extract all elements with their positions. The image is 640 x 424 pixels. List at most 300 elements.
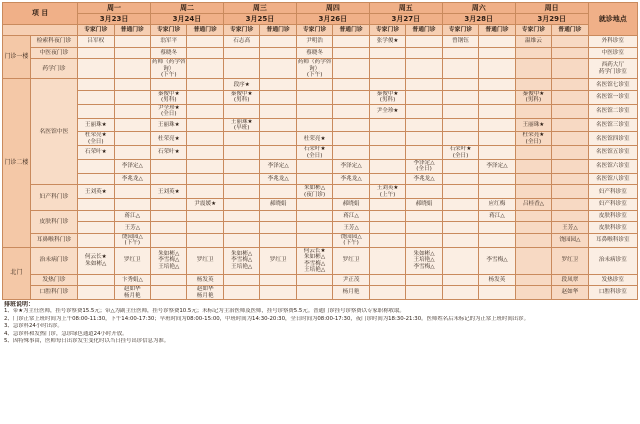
expert-cell: 吕桂香△ (515, 199, 551, 211)
location-cell: 发热诊室 (588, 274, 637, 286)
general-cell (333, 118, 369, 132)
general-cell (260, 47, 296, 59)
general-cell (552, 36, 588, 48)
weekday-label: 周一 (107, 3, 122, 12)
general-cell: 郝晓娟 (333, 199, 369, 211)
general-cell (187, 59, 223, 79)
expert-cell (78, 274, 114, 286)
expert-cell (78, 47, 114, 59)
expert-cell (78, 79, 114, 91)
expert-cell: 何云长★ 朱如彬△ 李雪梅△ 王培艳△ (296, 247, 332, 274)
expert-cell: 王丽珠★ (151, 118, 187, 132)
category-floor2: 门诊二楼 (3, 79, 31, 247)
general-cell: 罗红卫 (333, 247, 369, 274)
expert-cell: 药师（药学咨询） (下午) (151, 59, 186, 78)
expert-cell (515, 210, 551, 222)
expert-cell: 秦俊中★ (男科) (515, 91, 551, 105)
expert-cell (151, 286, 187, 300)
expert-cell (296, 118, 332, 132)
general-cell (479, 59, 515, 79)
general-cell (552, 104, 588, 118)
expert-cell (369, 247, 405, 274)
note-item: 4、急诊科和发热门诊，急诊绿色通道24小时开放。 (4, 330, 128, 337)
general-cell (479, 146, 515, 160)
general-cell (479, 222, 515, 234)
general-cell (406, 286, 442, 300)
expert-cell: 尹明浩 (296, 36, 332, 48)
expert-cell: 杜荣亮★ (全日) (515, 132, 551, 146)
expert-cell (296, 274, 332, 286)
general-cell: 尹震媛★ (187, 199, 223, 211)
general-cell (406, 36, 442, 48)
expert-cell (223, 59, 259, 79)
general-cell (406, 132, 442, 146)
general-cell (479, 91, 515, 105)
general-cell (479, 234, 515, 248)
general-cell: 李兆龙△ (333, 173, 369, 185)
weekday-label: 周四 (325, 3, 340, 12)
expert-cell (442, 210, 478, 222)
general-cell (552, 118, 588, 132)
location-cell: 名医馆二诊室 (588, 104, 637, 118)
general-cell: 李泽定△ (479, 160, 515, 174)
general-cell (406, 104, 442, 118)
expert-cell (151, 199, 187, 211)
expert-cell (151, 160, 187, 174)
expert-cell (296, 104, 332, 118)
department-derm: 皮肤科门诊 (30, 210, 77, 233)
expert-cell: 石荣叶★ (全日) (442, 146, 478, 160)
schedule-row (3, 274, 638, 286)
schedule-row (3, 199, 638, 211)
location-cell: 名医馆一诊室 (588, 91, 637, 105)
schedule-row (3, 160, 638, 174)
general-cell (260, 234, 296, 248)
general-cell (260, 146, 296, 160)
general-cell: 罗红卫 (114, 247, 150, 274)
expert-cell (223, 132, 259, 146)
general-cell (479, 286, 515, 300)
general-cell (187, 132, 223, 146)
expert-cell (515, 234, 551, 248)
department-pharmacy: 药学门诊 (30, 59, 77, 79)
expert-cell (369, 160, 405, 174)
general-cell (114, 118, 150, 132)
general-cell: 郝晓娟 (406, 199, 442, 211)
day-header-2 (223, 3, 296, 14)
general-cell: 郝晓娟 (260, 199, 296, 211)
expert-subheader: 专家门诊 (296, 25, 332, 36)
expert-cell: 蔡晓冬 (151, 47, 187, 59)
general-cell (187, 104, 223, 118)
general-cell (187, 91, 223, 105)
general-cell (187, 47, 223, 59)
general-cell: 饶园园△ (552, 234, 588, 248)
department-ent: 耳鼻喉科门诊 (30, 234, 77, 248)
general-cell (187, 79, 223, 91)
expert-cell (296, 234, 332, 248)
general-cell: 朱如彬△ 王培艳△ 李雪梅△ (406, 247, 442, 274)
expert-cell: 段序★ (223, 79, 259, 91)
weekday-label: 周六 (471, 3, 486, 12)
expert-subheader: 专家门诊 (369, 25, 405, 36)
category-floor1: 门诊一楼 (3, 36, 31, 79)
general-cell (406, 118, 442, 132)
general-cell (333, 132, 369, 146)
general-cell: 杨发英 (479, 274, 515, 286)
general-cell (406, 222, 442, 234)
general-cell (260, 79, 296, 91)
general-cell (333, 185, 369, 199)
department-gyn: 妇产科门诊 (30, 185, 77, 210)
general-cell (333, 104, 369, 118)
day-header-6 (515, 3, 588, 14)
general-cell: 罗红卫 (552, 247, 588, 274)
expert-cell: 朱如彬△ 李雪梅△ 王培艳△ (151, 247, 187, 274)
department-tcm: 名医馆中医 (30, 79, 77, 185)
note-item: 2、门诊正常上班时间为上午08:00-11:30，下午14:00-17:30；早班时间为08:00-15:00，中班时间为14:30-20:30，全日时间为08:00-17:30，夜门诊时间为18:30-21:30。医师姓名后未标记的为正常上班时间出诊。 (4, 315, 529, 322)
expert-cell (296, 222, 332, 234)
expert-cell (369, 146, 405, 160)
general-cell (406, 146, 442, 160)
location-cell: 皮肤科诊室 (588, 222, 637, 234)
expert-cell (223, 286, 259, 300)
day-header-3 (296, 3, 369, 14)
schedule-row (3, 286, 638, 300)
general-cell: 卞秀娟△ (114, 274, 150, 286)
day-header-5 (442, 3, 515, 14)
expert-cell (296, 91, 332, 105)
location-cell: 妇产科诊室 (588, 185, 637, 199)
schedule-row (3, 59, 638, 79)
department-oral: 口腔科门诊 (30, 286, 77, 300)
expert-cell (442, 160, 478, 174)
general-cell (333, 47, 369, 59)
general-cell (406, 47, 442, 59)
expert-cell: 秦俊中★ (男科) (369, 91, 405, 105)
general-cell (260, 185, 296, 199)
general-cell (552, 185, 588, 199)
expert-cell (151, 173, 187, 185)
expert-cell: 王丽珠★ (515, 118, 551, 132)
general-cell (479, 36, 515, 48)
general-cell: 杨月艳 (333, 286, 369, 300)
expert-cell (296, 199, 332, 211)
expert-cell (223, 210, 259, 222)
general-cell (187, 210, 223, 222)
expert-cell: 曾钢钰 (442, 36, 478, 48)
location-cell: 名医馆七诊室 (588, 79, 637, 91)
department-chronic: 治未病门诊 (30, 247, 77, 274)
general-cell: 蒋江△ (479, 210, 515, 222)
general-cell (552, 210, 588, 222)
general-cell (333, 79, 369, 91)
expert-cell (151, 210, 187, 222)
general-cell: 赵如华 杨月艳 (114, 286, 150, 300)
general-cell (187, 185, 223, 199)
weekday-label: 周五 (398, 3, 413, 12)
general-cell: 尹正茂 (333, 274, 369, 286)
date-header-3: 3月26日 (296, 14, 369, 25)
general-subheader: 普通门诊 (479, 25, 515, 36)
expert-cell: 秦俊中★ (男科) (151, 91, 187, 105)
day-header-4 (369, 3, 442, 14)
location-cell: 名医馆三诊室 (588, 118, 637, 132)
general-cell: 饶园园△ (下午) (333, 234, 369, 248)
expert-cell (442, 234, 478, 248)
weekday-label: 周三 (252, 3, 267, 12)
general-cell: 李泽定△ (260, 160, 296, 174)
general-cell (479, 132, 515, 146)
expert-cell (515, 247, 551, 274)
expert-cell: 石志高 (223, 36, 259, 48)
weekday-label: 周二 (179, 3, 194, 12)
department-special: 检索科夜门诊 (30, 36, 77, 48)
general-cell: 王芳△ (552, 222, 588, 234)
general-cell (260, 210, 296, 222)
general-cell (406, 234, 442, 248)
expert-cell (296, 79, 332, 91)
day-header-0 (78, 3, 151, 14)
location-header: 就诊地点 (588, 3, 637, 36)
general-cell (406, 91, 442, 105)
expert-cell (442, 274, 478, 286)
general-cell: 李兆龙△ (114, 173, 150, 185)
expert-cell (369, 59, 405, 79)
expert-cell (442, 132, 478, 146)
schedule-row (3, 91, 638, 105)
notes-title: 排班说明： (4, 300, 35, 308)
expert-cell: 温维云 (515, 36, 551, 48)
expert-cell (223, 234, 259, 248)
location-cell: 名医馆五诊室 (588, 146, 637, 160)
expert-cell (296, 286, 332, 300)
general-cell (114, 146, 150, 160)
schedule-row (3, 185, 638, 199)
expert-cell (515, 274, 551, 286)
expert-subheader: 专家门诊 (151, 25, 187, 36)
date-header-6: 3月29日 (515, 14, 588, 25)
expert-cell: 蔡晓冬 (296, 47, 332, 59)
expert-cell (369, 199, 405, 211)
expert-cell (442, 79, 478, 91)
expert-cell (369, 79, 405, 91)
general-cell: 李雪梅△ (479, 247, 515, 274)
expert-cell: 尹全珍★ (369, 104, 405, 118)
general-cell (406, 210, 442, 222)
expert-cell: 杜荣亮★ (296, 132, 332, 146)
blank-subheader (3, 25, 78, 36)
schedule-row (3, 247, 638, 274)
general-cell (333, 91, 369, 105)
general-cell (552, 79, 588, 91)
expert-cell (78, 222, 114, 234)
location-cell: 耳鼻喉科诊室 (588, 234, 637, 248)
note-item: 3、急诊科24小时出诊。 (4, 323, 63, 330)
general-cell (260, 59, 296, 79)
schedule-row (3, 79, 638, 91)
general-cell (187, 118, 223, 132)
general-cell (187, 173, 223, 185)
general-cell (260, 132, 296, 146)
expert-cell (223, 199, 259, 211)
expert-cell (151, 274, 187, 286)
expert-cell (515, 47, 551, 59)
schedule-row (3, 234, 638, 248)
expert-cell (515, 104, 551, 118)
expert-cell (369, 274, 405, 286)
expert-cell (223, 104, 259, 118)
general-cell (260, 222, 296, 234)
day-header-1 (151, 3, 224, 14)
expert-cell (369, 222, 405, 234)
schedule-row (3, 210, 638, 222)
general-cell (552, 132, 588, 146)
item-header: 项 目 (3, 3, 78, 25)
location-cell: 皮肤科诊室 (588, 210, 637, 222)
expert-cell (223, 146, 259, 160)
schedule-row (3, 47, 638, 59)
general-subheader: 普通门诊 (406, 25, 442, 36)
expert-cell (151, 222, 187, 234)
expert-cell (442, 118, 478, 132)
general-cell (114, 199, 150, 211)
general-cell: 杨发英 (187, 274, 223, 286)
general-cell (187, 146, 223, 160)
expert-cell (442, 104, 478, 118)
general-subheader: 普通门诊 (260, 25, 296, 36)
general-cell: 饶园园△ (下午) (114, 234, 150, 248)
expert-cell (369, 132, 405, 146)
date-header-4: 3月27日 (369, 14, 442, 25)
general-cell (333, 146, 369, 160)
expert-cell: 朱如彬△ 李雪梅△ 王培艳△ (223, 247, 259, 274)
date-header-5: 3月28日 (442, 14, 515, 25)
general-cell: 李泽定△ (全日) (406, 160, 442, 174)
date-header-2: 3月25日 (223, 14, 296, 25)
expert-cell: 石荣叶★ (78, 146, 114, 160)
expert-cell (296, 160, 332, 174)
expert-cell: 王刘英★ (78, 185, 114, 199)
expert-cell (78, 286, 114, 300)
expert-cell (223, 185, 259, 199)
general-cell: 蒋江△ (333, 210, 369, 222)
schedule-row (3, 132, 638, 146)
expert-cell (442, 59, 478, 79)
expert-cell (442, 185, 478, 199)
general-cell (114, 79, 150, 91)
general-cell (114, 36, 150, 48)
expert-cell (223, 47, 259, 59)
expert-cell (223, 160, 259, 174)
expert-cell (515, 79, 551, 91)
general-cell (260, 118, 296, 132)
expert-cell (223, 173, 259, 185)
expert-cell (151, 79, 187, 91)
general-cell (552, 47, 588, 59)
general-cell (552, 199, 588, 211)
general-cell (406, 59, 442, 79)
expert-subheader: 专家门诊 (515, 25, 551, 36)
location-cell: 妇产科诊室 (588, 199, 637, 211)
expert-cell (515, 160, 551, 174)
general-cell: 王芳△ (114, 222, 150, 234)
general-cell: 段凤翠 (552, 274, 588, 286)
general-cell (114, 91, 150, 105)
expert-cell: 王刘英★ (上午) (369, 185, 405, 199)
expert-subheader: 专家门诊 (78, 25, 114, 36)
location-cell: 中医诊室 (588, 47, 637, 59)
general-cell (552, 59, 588, 79)
expert-cell (223, 274, 259, 286)
expert-cell (369, 118, 405, 132)
expert-cell: 王刘英★ (151, 185, 187, 199)
general-cell (260, 274, 296, 286)
general-cell (114, 47, 150, 59)
general-cell (406, 79, 442, 91)
general-cell (187, 222, 223, 234)
general-cell (406, 274, 442, 286)
schedule-row (3, 104, 638, 118)
general-cell (114, 59, 150, 79)
expert-cell (515, 173, 551, 185)
date-header-1: 3月24日 (151, 14, 224, 25)
expert-cell (78, 210, 114, 222)
expert-cell (223, 222, 259, 234)
category-north: 北门 (3, 247, 31, 299)
location-cell: 名医馆六诊室 (588, 160, 637, 174)
department-fever: 发热门诊 (30, 274, 77, 286)
expert-cell (78, 59, 114, 79)
location-cell: 名医馆八诊室 (588, 173, 637, 185)
expert-cell: 翁军平 (151, 36, 187, 48)
general-cell (479, 79, 515, 91)
expert-cell (78, 199, 114, 211)
expert-cell (369, 286, 405, 300)
general-cell (187, 234, 223, 248)
general-cell: 李泽定△ (333, 160, 369, 174)
expert-cell (515, 222, 551, 234)
schedule-row (3, 222, 638, 234)
general-cell (114, 132, 150, 146)
location-cell: 治未病诊室 (588, 247, 637, 274)
location-cell: 外科诊室 (588, 36, 637, 48)
schedule-row (3, 36, 638, 48)
general-cell: 罗红卫 (260, 247, 296, 274)
general-cell (552, 91, 588, 105)
expert-cell (515, 146, 551, 160)
expert-cell: 张学俊★ (369, 36, 405, 48)
weekday-label: 周日 (544, 3, 559, 12)
general-cell (552, 173, 588, 185)
general-cell (406, 185, 442, 199)
expert-cell (442, 47, 478, 59)
expert-cell (78, 234, 114, 248)
schedule-table (2, 2, 638, 300)
general-cell (333, 59, 369, 79)
expert-cell: 何云长★ 朱如彬△ (78, 247, 114, 274)
expert-cell (515, 185, 551, 199)
schedule-row (3, 118, 638, 132)
general-cell (333, 36, 369, 48)
expert-cell (442, 222, 478, 234)
expert-cell (296, 210, 332, 222)
general-subheader: 普通门诊 (552, 25, 588, 36)
general-cell (187, 36, 223, 48)
note-item: 5、因特殊事由，医师每日出诊发生变化时以当日挂号出诊信息为准。 (4, 337, 170, 344)
expert-cell (515, 286, 551, 300)
general-cell: 应红梅 (479, 199, 515, 211)
